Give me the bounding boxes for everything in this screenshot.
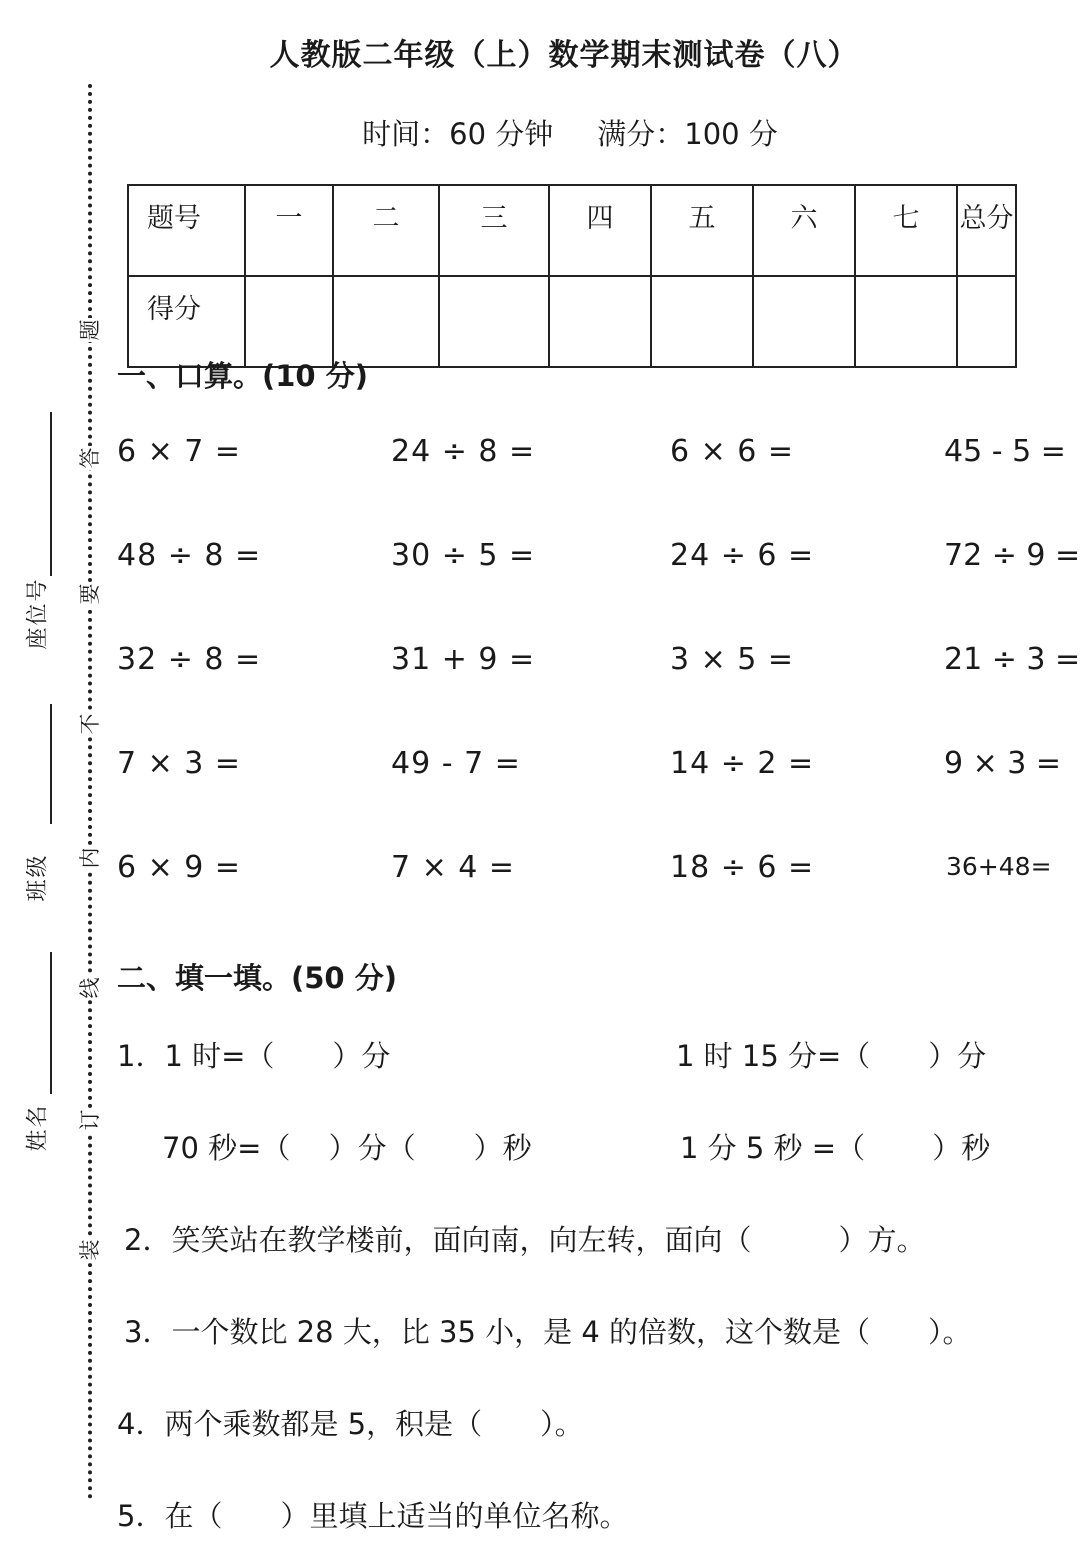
margin-char: 内: [78, 847, 102, 869]
score-col-header: 四: [549, 185, 651, 276]
score-col-header: 二: [333, 185, 439, 276]
exam-full-score: 满分：100 分: [597, 117, 778, 151]
margin-char: 线: [78, 977, 102, 999]
calc-problem: 24 ÷ 8 =: [391, 434, 536, 469]
margin-char: 题: [78, 319, 102, 341]
fill-question-1b: 1 时 15 分=（ ）分: [676, 1039, 987, 1073]
seat-number-line[interactable]: [50, 412, 52, 576]
score-cell[interactable]: [549, 276, 651, 367]
score-col-label: 题号: [128, 185, 245, 276]
score-col-header: 六: [753, 185, 855, 276]
score-col-header-total: 总分: [957, 185, 1016, 276]
calc-problem: 7 × 4 =: [391, 850, 516, 885]
calc-problem: 49 - 7 =: [391, 746, 521, 781]
fill-question-1d: 1 分 5 秒 =（ ）秒: [680, 1131, 991, 1165]
binding-dotted-line: [88, 84, 92, 1500]
score-col-header: 七: [855, 185, 957, 276]
class-line[interactable]: [50, 704, 52, 824]
fill-question-3: 3．一个数比 28 大，比 35 小，是 4 的倍数，这个数是（ ）。: [124, 1315, 972, 1349]
calc-problem: 30 ÷ 5 =: [391, 538, 536, 573]
calc-problem: 9 × 3 =: [944, 746, 1062, 781]
fill-question-1c: 70 秒=（ ）分（ ）秒: [162, 1131, 532, 1165]
score-cell[interactable]: [651, 276, 753, 367]
score-col-header: 三: [439, 185, 549, 276]
name-line[interactable]: [50, 952, 52, 1094]
calc-problem: 14 ÷ 2 =: [670, 746, 815, 781]
seat-number-label: 座位号: [25, 577, 51, 650]
class-label: 班级: [25, 853, 51, 902]
calc-problem: 6 × 6 =: [670, 434, 795, 469]
calc-problem: 45 - 5 =: [944, 434, 1066, 469]
fill-question-1a: 1．1 时=（ ）分: [117, 1039, 391, 1073]
score-cell-total[interactable]: [957, 276, 1016, 367]
score-col-header: 五: [651, 185, 753, 276]
section2-heading: 二、填一填。(50 分): [117, 961, 397, 995]
score-row-label: 得分: [128, 276, 245, 367]
calc-problem: 6 × 7 =: [117, 434, 242, 469]
page-title: 人教版二年级（上）数学期末测试卷（八）: [269, 38, 859, 73]
calc-problem: 48 ÷ 8 =: [117, 538, 262, 573]
calc-problem: 31 + 9 =: [391, 642, 536, 677]
calc-problem: 24 ÷ 6 =: [670, 538, 815, 573]
margin-char: 装: [78, 1239, 102, 1261]
calc-problem: 32 ÷ 8 =: [117, 642, 262, 677]
margin-char: 要: [78, 583, 102, 605]
fill-question-2: 2．笑笑站在教学楼前，面向南，向左转，面向（ ）方。: [124, 1223, 926, 1257]
margin-char: 答: [78, 447, 102, 469]
score-cell[interactable]: [855, 276, 957, 367]
score-table-header-row: [128, 185, 1016, 276]
section1-heading: 一、口算。(10 分): [117, 359, 368, 393]
calc-problem: 18 ÷ 6 =: [670, 850, 815, 885]
fill-question-4: 4．两个乘数都是 5，积是（ ）。: [117, 1407, 584, 1441]
score-col-header: 一: [245, 185, 333, 276]
fill-question-5: 5．在（ ）里填上适当的单位名称。: [117, 1499, 629, 1533]
margin-char: 不: [78, 713, 102, 735]
calc-problem: 7 × 3 =: [117, 746, 242, 781]
calc-problem: 36+48=: [946, 852, 1052, 881]
score-cell[interactable]: [753, 276, 855, 367]
margin-char: 订: [78, 1109, 102, 1131]
calc-problem: 3 × 5 =: [670, 642, 795, 677]
exam-info: [0, 112, 1080, 153]
calc-problem: 72 ÷ 9 =: [944, 538, 1080, 573]
calc-problem: 6 × 9 =: [117, 850, 242, 885]
score-table: [127, 184, 1017, 368]
name-label: 姓名: [25, 1103, 51, 1152]
calc-problem: 21 ÷ 3 =: [944, 642, 1080, 677]
score-cell[interactable]: [439, 276, 549, 367]
exam-time: 时间：60 分钟: [362, 117, 554, 151]
